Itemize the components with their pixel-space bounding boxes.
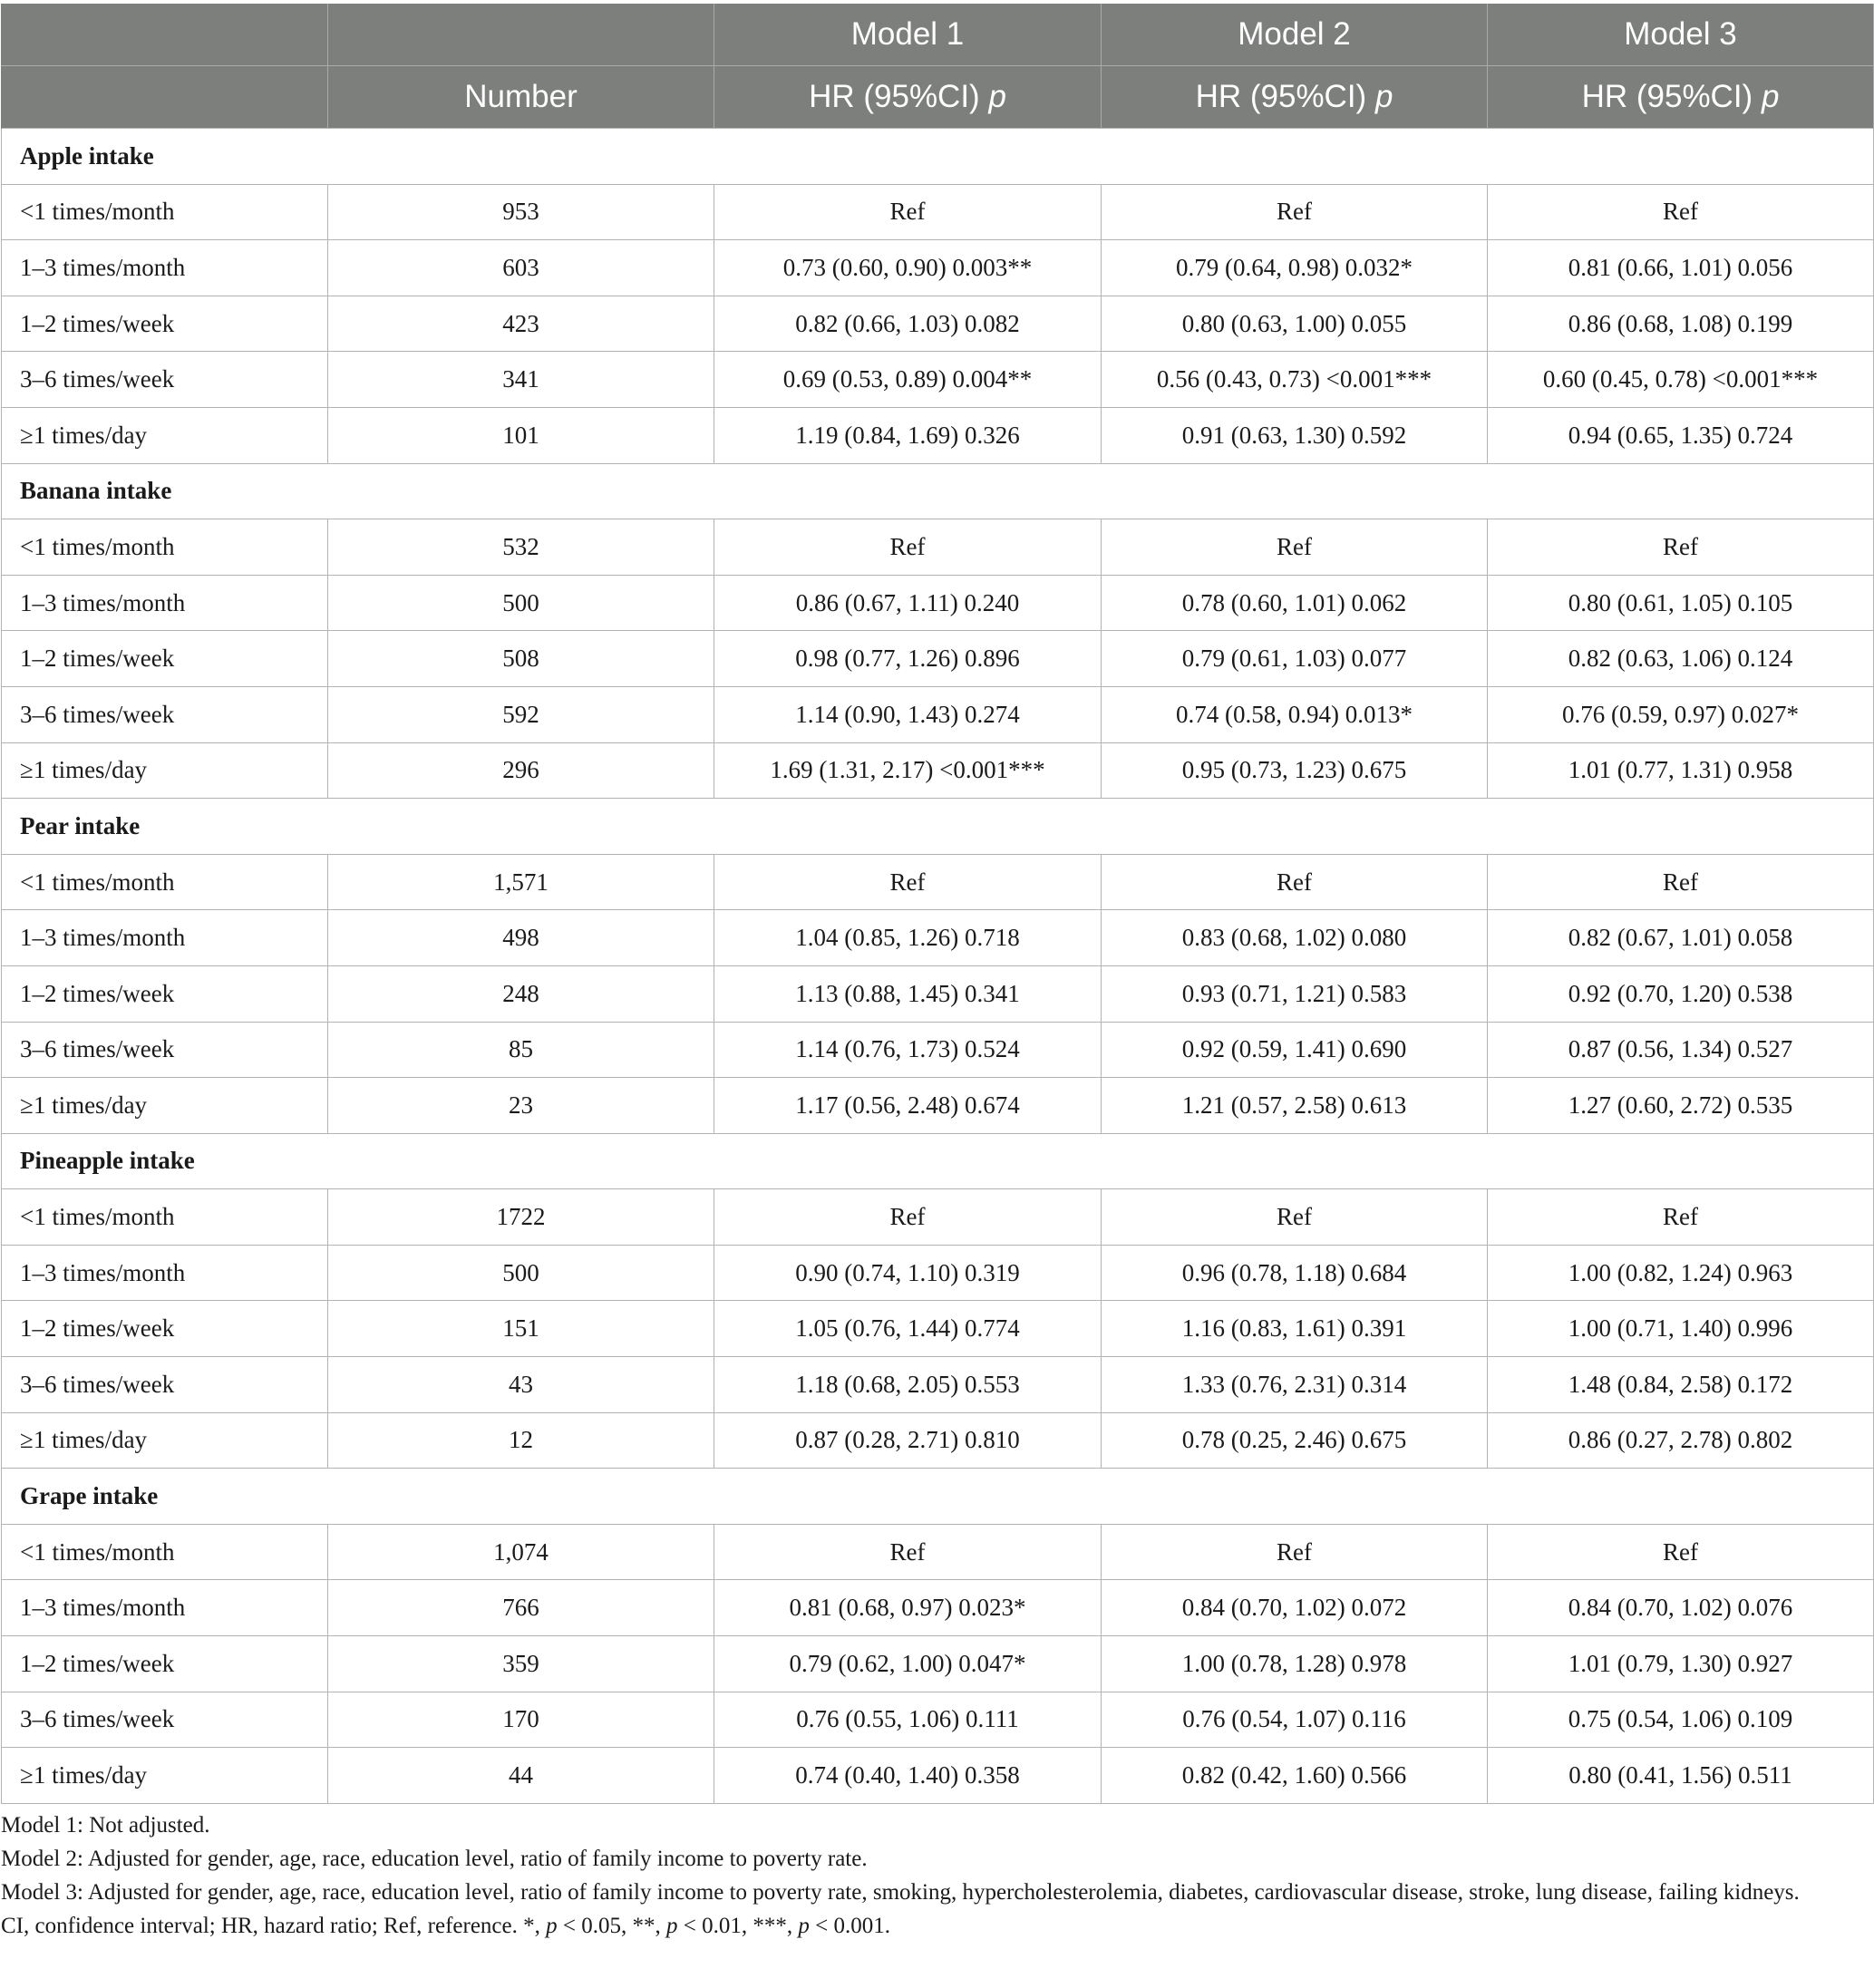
table-row <box>2 742 1874 799</box>
model-3-cell: 0.94 (0.65, 1.35) 0.724 <box>1488 407 1874 463</box>
table-row <box>2 1692 1874 1748</box>
model-3-cell: Ref <box>1488 1189 1874 1246</box>
model-3-cell: 1.00 (0.71, 1.40) 0.996 <box>1488 1301 1874 1357</box>
number-cell: 500 <box>328 575 714 631</box>
table-row <box>2 575 1874 631</box>
table-row <box>2 631 1874 687</box>
model-2-cell: 1.33 (0.76, 2.31) 0.314 <box>1102 1357 1488 1413</box>
header-hr-model-1 <box>714 66 1102 129</box>
model-2-cell: 0.93 (0.71, 1.21) 0.583 <box>1102 965 1488 1022</box>
model-2-cell: Ref <box>1102 519 1488 576</box>
table-row <box>2 1357 1874 1413</box>
number-cell: 85 <box>328 1022 714 1078</box>
model-1-cell: 1.19 (0.84, 1.69) 0.326 <box>714 407 1102 463</box>
table-row <box>2 1748 1874 1804</box>
group-title: Grape intake <box>2 1469 1874 1525</box>
model-2-cell: 1.16 (0.83, 1.61) 0.391 <box>1102 1301 1488 1357</box>
p-symbol: p <box>665 1914 678 1938</box>
number-cell: 296 <box>328 742 714 799</box>
model-2-cell: 0.92 (0.59, 1.41) 0.690 <box>1102 1022 1488 1078</box>
group-header-row <box>2 799 1874 855</box>
frequency-cell: ≥1 times/day <box>2 1412 328 1469</box>
table-row <box>2 519 1874 576</box>
header-model-3: Model 3 <box>1488 4 1874 66</box>
header-model-1: Model 1 <box>714 4 1102 66</box>
footnote-abbreviations <box>1 1909 1850 1943</box>
model-3-cell: 1.00 (0.82, 1.24) 0.963 <box>1488 1245 1874 1301</box>
table-row <box>2 686 1874 742</box>
table-row <box>2 296 1874 352</box>
model-2-cell: 0.83 (0.68, 1.02) 0.080 <box>1102 910 1488 966</box>
model-3-cell: Ref <box>1488 854 1874 910</box>
table-row <box>2 1412 1874 1469</box>
table-row <box>2 1189 1874 1246</box>
model-2-cell: Ref <box>1102 184 1488 240</box>
threshold-001: < 0.001. <box>809 1914 890 1938</box>
abbrev-text: CI, confidence interval; HR, hazard ratio; Ref, reference. *, <box>1 1914 547 1938</box>
number-cell: 248 <box>328 965 714 1022</box>
model-1-cell: 1.13 (0.88, 1.45) 0.341 <box>714 965 1102 1022</box>
header-empty-3 <box>2 66 328 129</box>
frequency-cell: 3–6 times/week <box>2 1357 328 1413</box>
table-row <box>2 1022 1874 1078</box>
frequency-cell: ≥1 times/day <box>2 407 328 463</box>
model-2-cell: 0.95 (0.73, 1.23) 0.675 <box>1102 742 1488 799</box>
model-1-cell: 1.14 (0.76, 1.73) 0.524 <box>714 1022 1102 1078</box>
table-row <box>2 1580 1874 1636</box>
model-1-cell: 0.81 (0.68, 0.97) 0.023* <box>714 1580 1102 1636</box>
header-hr-model-3 <box>1488 66 1874 129</box>
header-empty-1 <box>2 4 328 66</box>
model-1-cell: 1.18 (0.68, 2.05) 0.553 <box>714 1357 1102 1413</box>
model-2-cell: 0.79 (0.64, 0.98) 0.032* <box>1102 240 1488 296</box>
model-2-cell: Ref <box>1102 854 1488 910</box>
frequency-cell: 3–6 times/week <box>2 1022 328 1078</box>
model-1-cell: 1.17 (0.56, 2.48) 0.674 <box>714 1078 1102 1134</box>
model-1-cell: 0.86 (0.67, 1.11) 0.240 <box>714 575 1102 631</box>
number-cell: 766 <box>328 1580 714 1636</box>
number-cell: 101 <box>328 407 714 463</box>
model-3-cell: 0.92 (0.70, 1.20) 0.538 <box>1488 965 1874 1022</box>
number-cell: 1,074 <box>328 1524 714 1580</box>
frequency-cell: 3–6 times/week <box>2 352 328 408</box>
number-cell: 500 <box>328 1245 714 1301</box>
model-1-cell: 0.69 (0.53, 0.89) 0.004** <box>714 352 1102 408</box>
number-cell: 423 <box>328 296 714 352</box>
model-1-cell: 1.69 (1.31, 2.17) <0.001*** <box>714 742 1102 799</box>
number-cell: 43 <box>328 1357 714 1413</box>
model-2-cell: 0.56 (0.43, 0.73) <0.001*** <box>1102 352 1488 408</box>
model-2-cell: 0.78 (0.60, 1.01) 0.062 <box>1102 575 1488 631</box>
table-container <box>0 4 1874 1804</box>
frequency-cell: 3–6 times/week <box>2 1692 328 1748</box>
model-1-cell: 0.82 (0.66, 1.03) 0.082 <box>714 296 1102 352</box>
frequency-cell: <1 times/month <box>2 854 328 910</box>
table-row <box>2 854 1874 910</box>
model-1-cell: Ref <box>714 1189 1102 1246</box>
frequency-cell: 1–3 times/month <box>2 910 328 966</box>
model-2-cell: 0.78 (0.25, 2.46) 0.675 <box>1102 1412 1488 1469</box>
table-row <box>2 1636 1874 1692</box>
model-3-cell: 0.76 (0.59, 0.97) 0.027* <box>1488 686 1874 742</box>
model-1-cell: Ref <box>714 1524 1102 1580</box>
p-label: p <box>1761 79 1780 114</box>
model-1-cell: Ref <box>714 854 1102 910</box>
header-model-2: Model 2 <box>1102 4 1488 66</box>
model-3-cell: 0.60 (0.45, 0.78) <0.001*** <box>1488 352 1874 408</box>
header-empty-2 <box>328 4 714 66</box>
p-symbol: p <box>798 1914 810 1938</box>
model-3-cell: Ref <box>1488 519 1874 576</box>
frequency-cell: ≥1 times/day <box>2 742 328 799</box>
model-3-cell: 1.27 (0.60, 2.72) 0.535 <box>1488 1078 1874 1134</box>
frequency-cell: ≥1 times/day <box>2 1078 328 1134</box>
model-3-cell: 0.86 (0.27, 2.78) 0.802 <box>1488 1412 1874 1469</box>
model-1-cell: Ref <box>714 519 1102 576</box>
model-3-cell: 0.84 (0.70, 1.02) 0.076 <box>1488 1580 1874 1636</box>
frequency-cell: 1–2 times/week <box>2 296 328 352</box>
table-row <box>2 352 1874 408</box>
model-1-cell: Ref <box>714 184 1102 240</box>
model-1-cell: 0.74 (0.40, 1.40) 0.358 <box>714 1748 1102 1804</box>
header-number: Number <box>328 66 714 129</box>
frequency-cell: <1 times/month <box>2 519 328 576</box>
model-3-cell: 0.87 (0.56, 1.34) 0.527 <box>1488 1022 1874 1078</box>
model-3-cell: 0.75 (0.54, 1.06) 0.109 <box>1488 1692 1874 1748</box>
p-label: p <box>988 79 1006 114</box>
table-footnotes <box>1 1809 1850 1943</box>
footnote-model-1: Model 1: Not adjusted. <box>1 1813 210 1838</box>
hr-label: HR (95%CI) <box>1195 79 1367 114</box>
group-header-row <box>2 1469 1874 1525</box>
frequency-cell: 1–3 times/month <box>2 1580 328 1636</box>
frequency-cell: 3–6 times/week <box>2 686 328 742</box>
frequency-cell: 1–3 times/month <box>2 1245 328 1301</box>
frequency-cell: <1 times/month <box>2 1524 328 1580</box>
number-cell: 953 <box>328 184 714 240</box>
frequency-cell: 1–2 times/week <box>2 1301 328 1357</box>
table-row <box>2 910 1874 966</box>
table-body <box>2 129 1874 1804</box>
number-cell: 44 <box>328 1748 714 1804</box>
group-header-row <box>2 1133 1874 1189</box>
model-3-cell: 0.81 (0.66, 1.01) 0.056 <box>1488 240 1874 296</box>
group-title: Banana intake <box>2 463 1874 519</box>
group-title: Pear intake <box>2 799 1874 855</box>
table-row <box>2 184 1874 240</box>
model-1-cell: 1.14 (0.90, 1.43) 0.274 <box>714 686 1102 742</box>
model-3-cell: 1.01 (0.79, 1.30) 0.927 <box>1488 1636 1874 1692</box>
frequency-cell: <1 times/month <box>2 1189 328 1246</box>
header-hr-model-2 <box>1102 66 1488 129</box>
number-cell: 341 <box>328 352 714 408</box>
threshold-05: < 0.05, **, <box>557 1914 666 1938</box>
model-3-cell: Ref <box>1488 184 1874 240</box>
model-1-cell: 0.76 (0.55, 1.06) 0.111 <box>714 1692 1102 1748</box>
model-2-cell: 0.84 (0.70, 1.02) 0.072 <box>1102 1580 1488 1636</box>
number-cell: 603 <box>328 240 714 296</box>
model-1-cell: 0.90 (0.74, 1.10) 0.319 <box>714 1245 1102 1301</box>
model-1-cell: 1.04 (0.85, 1.26) 0.718 <box>714 910 1102 966</box>
p-symbol: p <box>546 1914 558 1938</box>
model-2-cell: 0.74 (0.58, 0.94) 0.013* <box>1102 686 1488 742</box>
model-1-cell: 0.73 (0.60, 0.90) 0.003** <box>714 240 1102 296</box>
number-cell: 532 <box>328 519 714 576</box>
table-row <box>2 407 1874 463</box>
model-2-cell: 0.96 (0.78, 1.18) 0.684 <box>1102 1245 1488 1301</box>
table-row <box>2 240 1874 296</box>
number-cell: 592 <box>328 686 714 742</box>
hr-label: HR (95%CI) <box>809 79 980 114</box>
group-header-row <box>2 129 1874 185</box>
footnote-model-2: Model 2: Adjusted for gender, age, race, education level, ratio of family income to poverty rate. <box>1 1847 868 1871</box>
number-cell: 170 <box>328 1692 714 1748</box>
table-row <box>2 1524 1874 1580</box>
table-row <box>2 1301 1874 1357</box>
model-3-cell: 0.80 (0.61, 1.05) 0.105 <box>1488 575 1874 631</box>
group-header-row <box>2 463 1874 519</box>
model-2-cell: 0.80 (0.63, 1.00) 0.055 <box>1102 296 1488 352</box>
model-3-cell: 0.80 (0.41, 1.56) 0.511 <box>1488 1748 1874 1804</box>
model-3-cell: 0.86 (0.68, 1.08) 0.199 <box>1488 296 1874 352</box>
model-1-cell: 0.87 (0.28, 2.71) 0.810 <box>714 1412 1102 1469</box>
number-cell: 151 <box>328 1301 714 1357</box>
frequency-cell: 1–2 times/week <box>2 1636 328 1692</box>
model-1-cell: 0.98 (0.77, 1.26) 0.896 <box>714 631 1102 687</box>
number-cell: 508 <box>328 631 714 687</box>
number-cell: 359 <box>328 1636 714 1692</box>
frequency-cell: 1–2 times/week <box>2 631 328 687</box>
number-cell: 12 <box>328 1412 714 1469</box>
threshold-01: < 0.01, ***, <box>677 1914 799 1938</box>
frequency-cell: 1–3 times/month <box>2 575 328 631</box>
model-2-cell: 0.91 (0.63, 1.30) 0.592 <box>1102 407 1488 463</box>
frequency-cell: <1 times/month <box>2 184 328 240</box>
model-2-cell: Ref <box>1102 1189 1488 1246</box>
model-1-cell: 1.05 (0.76, 1.44) 0.774 <box>714 1301 1102 1357</box>
model-3-cell: Ref <box>1488 1524 1874 1580</box>
model-2-cell: 1.21 (0.57, 2.58) 0.613 <box>1102 1078 1488 1134</box>
hazard-ratio-table <box>1 4 1874 1804</box>
table-header <box>2 4 1874 129</box>
model-2-cell: Ref <box>1102 1524 1488 1580</box>
group-title: Pineapple intake <box>2 1133 1874 1189</box>
model-3-cell: 1.48 (0.84, 2.58) 0.172 <box>1488 1357 1874 1413</box>
table-row <box>2 1078 1874 1134</box>
header-row-models <box>2 4 1874 66</box>
number-cell: 498 <box>328 910 714 966</box>
group-title: Apple intake <box>2 129 1874 185</box>
footnote-model-3: Model 3: Adjusted for gender, age, race, education level, ratio of family income to poverty rate, smoking, hypercholesterolemia, diabetes, cardiovascular disease, stroke, lung disease, failing kidneys. <box>1 1880 1800 1905</box>
number-cell: 1722 <box>328 1189 714 1246</box>
model-2-cell: 0.82 (0.42, 1.60) 0.566 <box>1102 1748 1488 1804</box>
model-1-cell: 0.79 (0.62, 1.00) 0.047* <box>714 1636 1102 1692</box>
table-row <box>2 965 1874 1022</box>
hr-label: HR (95%CI) <box>1581 79 1753 114</box>
model-3-cell: 1.01 (0.77, 1.31) 0.958 <box>1488 742 1874 799</box>
number-cell: 23 <box>328 1078 714 1134</box>
frequency-cell: ≥1 times/day <box>2 1748 328 1804</box>
number-cell: 1,571 <box>328 854 714 910</box>
model-2-cell: 0.79 (0.61, 1.03) 0.077 <box>1102 631 1488 687</box>
p-label: p <box>1374 79 1393 114</box>
frequency-cell: 1–2 times/week <box>2 965 328 1022</box>
header-row-metrics <box>2 66 1874 129</box>
model-2-cell: 0.76 (0.54, 1.07) 0.116 <box>1102 1692 1488 1748</box>
frequency-cell: 1–3 times/month <box>2 240 328 296</box>
table-row <box>2 1245 1874 1301</box>
model-3-cell: 0.82 (0.67, 1.01) 0.058 <box>1488 910 1874 966</box>
model-3-cell: 0.82 (0.63, 1.06) 0.124 <box>1488 631 1874 687</box>
model-2-cell: 1.00 (0.78, 1.28) 0.978 <box>1102 1636 1488 1692</box>
